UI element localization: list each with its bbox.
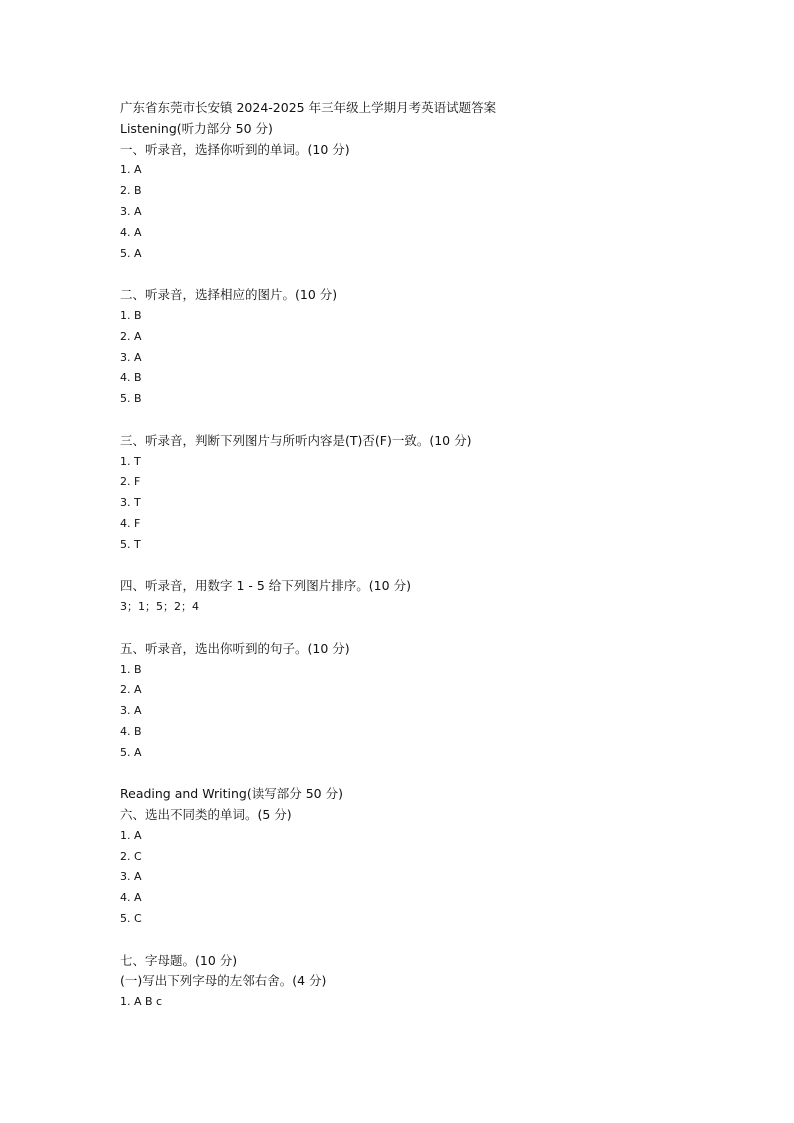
section6-answer: 2. C [120,849,142,863]
section7-sub1-heading: (一)写出下列字母的左邻右舍。(4 分) [120,973,327,989]
section2-answer: 5. B [120,392,142,406]
section5-answer: 2. A [120,683,142,697]
section3-answer: 5. T [120,537,141,551]
section6-answer: 5. C [120,912,142,926]
section1-answer: 1. A [120,163,142,177]
section1-heading: 一、听录音，选择你听到的单词。(10 分) [120,141,350,157]
section6-answer: 1. A [120,828,142,842]
section5-answer: 5. A [120,745,142,759]
section7-heading: 七、字母题。(10 分) [120,952,238,968]
spacer [120,618,720,639]
section1-answer: 4. A [120,225,142,239]
section2-answer: 2. A [120,329,142,343]
section1-answer: 2. B [120,184,142,198]
section2-answer: 4. B [120,371,142,385]
spacer [120,930,720,951]
section4-heading: 四、听录音，用数字 1 - 5 给下列图片排序。(10 分) [120,578,411,594]
section6-answer: 3. A [120,870,142,884]
spacer [120,264,720,285]
section6-answer: 4. A [120,891,142,905]
section3-answer: 4. F [120,516,141,530]
section5-answer: 4. B [120,724,142,738]
section4-answer: 3；1；5；2；4 [120,600,199,614]
section5-answer: 3. A [120,704,142,718]
spacer [120,764,720,785]
document-title: 广东省东莞市长安镇 2024-2025 年三年级上学期月考英语试题答案 [120,100,497,115]
section1-answer: 3. A [120,204,142,218]
section5-answer: 1. B [120,662,142,676]
answer-document [120,98,720,1013]
section5-heading: 五、听录音，选出你听到的句子。(10 分) [120,640,350,656]
section2-answer: 3. A [120,350,142,364]
reading-part-heading: Reading and Writing(读写部分 50 分) [120,786,343,802]
section2-heading: 二、听录音，选择相应的图片。(10 分) [120,287,338,303]
section6-heading: 六、选出不同类的单词。(5 分) [120,807,292,823]
section3-answer: 1. T [120,454,141,468]
section3-answer: 2. F [120,475,141,489]
listening-part-heading: Listening(听力部分 50 分) [120,120,273,136]
spacer [120,410,720,431]
section1-answer: 5. A [120,246,142,260]
section7-sub1-answer: 1. A B c [120,995,163,1009]
spacer [120,556,720,577]
section2-answer: 1. B [120,308,142,322]
section3-answer: 3. T [120,496,141,510]
section3-heading: 三、听录音，判断下列图片与所听内容是(T)否(F)一致。(10 分) [120,432,472,448]
